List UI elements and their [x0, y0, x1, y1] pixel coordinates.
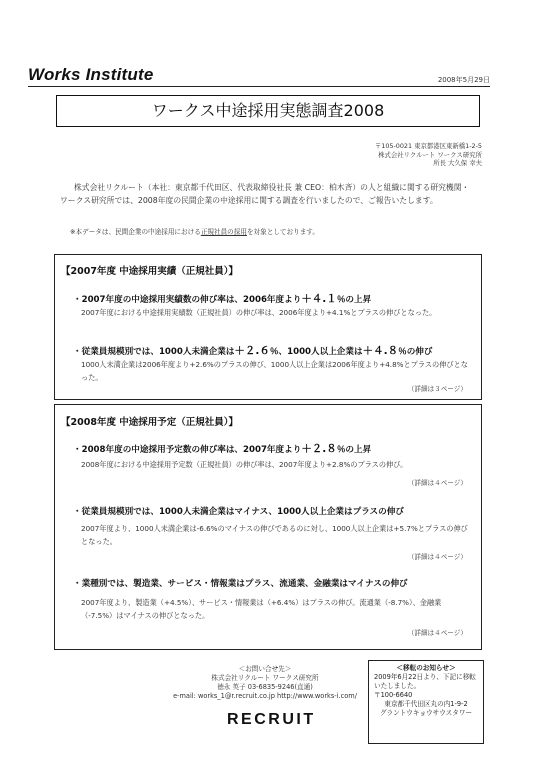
headline-figure: ＋４.８: [362, 345, 399, 357]
headline-text: ％の上昇: [336, 445, 372, 455]
contact-info: [160, 665, 370, 701]
item-body: 2007年度における中途採用実績数（正規社員）の伸び率は、2006年度より+4.1%とプラスの伸びとなった。: [81, 308, 437, 317]
headline-figure: ＋２.８: [301, 443, 337, 455]
headline-text: ・従業員規模別では、1000人未満企業は: [73, 347, 235, 357]
contact-person: 徳永 英子 03-6835-9246(直通): [217, 683, 313, 691]
headline-text: ・2008年度の中途採用予定数の伸び率は、2007年度より: [73, 445, 302, 455]
section-2007-results: [54, 254, 482, 400]
detail-reference: （詳細は３ページ）: [407, 385, 467, 393]
detail-reference: （詳細は４ページ）: [407, 553, 467, 561]
page-title: ワークス中途採用実態調査2008: [56, 95, 480, 127]
item-headline: [73, 291, 371, 306]
notice-postal: 〒100-6640: [374, 691, 413, 699]
sender-address: [375, 142, 482, 168]
section-2008-plans: [54, 404, 482, 650]
intro-paragraph: 株式会社リクルート（本社：東京都千代田区、代表取締役社長 兼 CEO：柏木斉）の人と組織に関する研究機関・ワークス研究所では、2008年度の民間企業の中途採用に関する調査を行いましたので、ご報告いたします。: [60, 183, 470, 205]
note-prefix: ※本データは、民間企業の中途採用における: [70, 228, 201, 236]
relocation-notice: [368, 660, 484, 744]
contact-heading: ＜お問い合せ先＞: [238, 665, 292, 673]
headline-text: ％の伸び: [398, 347, 433, 357]
notice-text: 2009年6月22日より、下記に移転いたしました。: [374, 673, 476, 690]
header-divider: [28, 86, 490, 87]
release-date: 2008年5月29日: [437, 76, 490, 84]
address-line: 株式会社リクルート ワークス研究所: [378, 150, 482, 159]
address-line: 所長 大久保 幸夫: [433, 159, 482, 168]
section-title: 【2007年度 中途採用実績（正規社員）】: [61, 266, 238, 277]
item-body: 2007年度より、1000人未満企業は-6.6%のマイナスの伸びであるのに対し、1000人以上企業は+5.7%とプラスの伸びとなった。: [81, 524, 468, 546]
works-institute-logo: Works Institute: [28, 65, 154, 84]
headline-figure: ＋２.６: [234, 345, 270, 357]
headline-figure: ＋４.１: [301, 293, 337, 305]
headline-text: ・2007年度の中途採用実績数の伸び率は、2006年度より: [73, 295, 302, 305]
item-body: 1000人未満企業は2006年度より+2.6%のプラスの伸び、1000人以上企業は2006年度より+4.8%とプラスの伸びとなった。: [81, 360, 468, 382]
headline-text: ％、1000人以上企業は: [269, 347, 363, 357]
recruit-logo: RECRUIT: [227, 711, 316, 728]
note-underlined: 正規社員の採用: [200, 228, 247, 236]
item-headline: ・従業員規模別では、1000人未満企業はマイナス、1000人以上企業はプラスの伸び: [73, 507, 404, 517]
headline-text: ％の上昇: [336, 295, 372, 305]
notice-address: 東京都千代田区丸の内1-9-2: [384, 700, 468, 708]
contact-email[interactable]: e-mail: works_1@r.recruit.co.jp http://www.works-i.com/: [173, 692, 357, 700]
detail-reference: （詳細は４ページ）: [407, 479, 467, 487]
item-headline: [73, 441, 371, 456]
notice-title: ＜移転のお知らせ＞: [396, 664, 456, 672]
notice-building: グラントウキョウサウスタワー: [379, 709, 473, 717]
detail-reference: （詳細は４ページ）: [407, 629, 467, 637]
item-headline: [73, 343, 432, 358]
item-body: 2007年度より、製造業（+4.5%）、サービス・情報業は（+6.4%）はプラスの伸び。流通業（-8.7%）、金融業（-7.5%）はマイナスの伸びとなった。: [81, 598, 442, 620]
contact-org: 株式会社リクルート ワークス研究所: [211, 674, 319, 682]
scope-note: [70, 226, 319, 236]
section-title: 【2008年度 中途採用予定（正規社員）】: [61, 417, 238, 428]
address-line: 〒105-0021 東京都港区東新橋1-2-5: [374, 142, 482, 150]
item-body: 2008年度における中途採用予定数（正規社員）の伸び率は、2007年度より+2.8%のプラスの伸び。: [81, 460, 408, 469]
item-headline: ・業種別では、製造業、サービス・情報業はプラス、流通業、金融業はマイナスの伸び: [73, 579, 408, 589]
intro-text: [60, 181, 470, 207]
note-suffix: を対象としております。: [246, 228, 319, 236]
